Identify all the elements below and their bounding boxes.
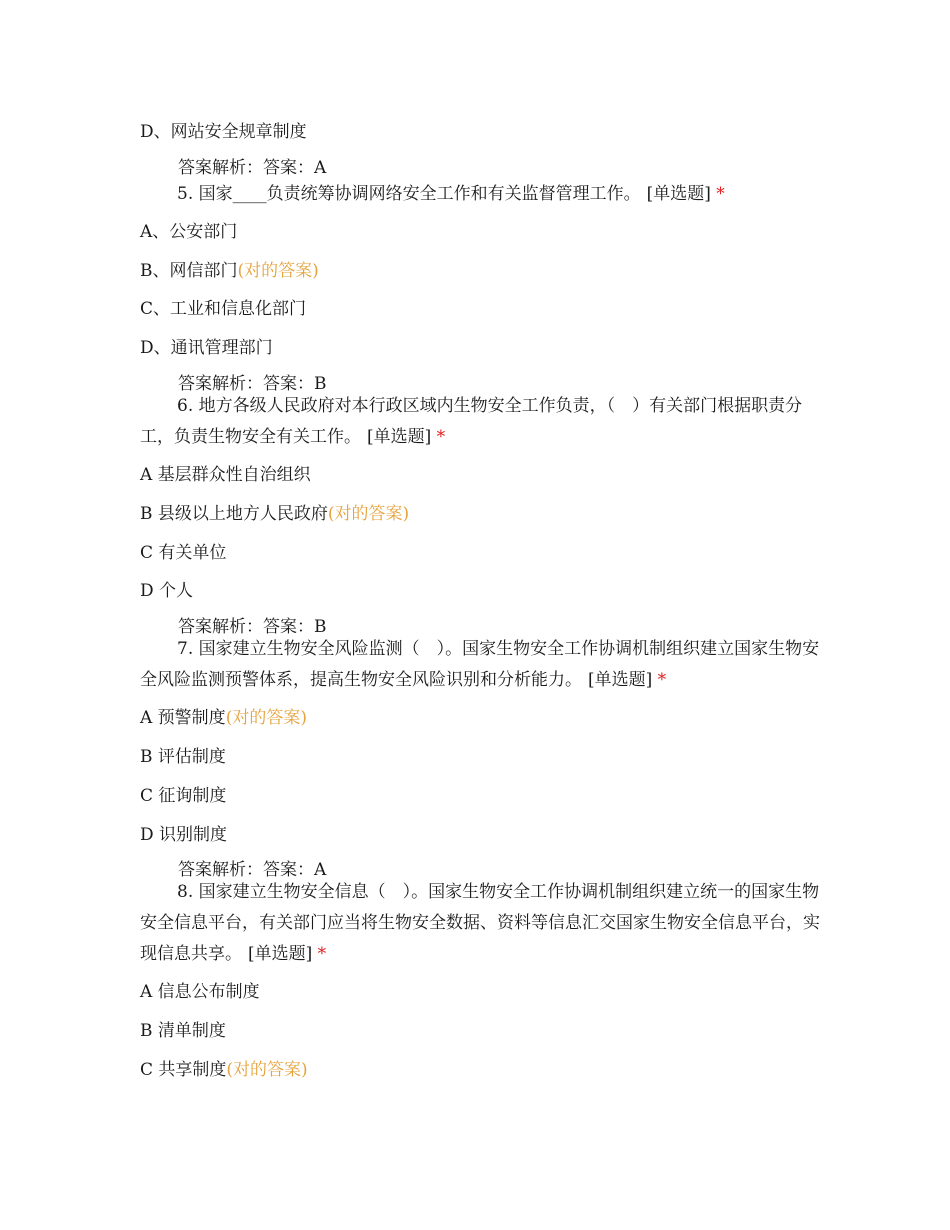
option-text: C 有关单位 [140,542,227,563]
question-text [140,179,820,218]
option-text: A 信息公布制度 [140,982,260,1003]
question-block [140,118,820,179]
answer-explanation: 答案解析：答案：A [178,860,327,881]
required-marker: * [317,944,327,965]
question-block [140,634,820,881]
question-type: [单选题] [367,426,432,447]
option-text: D 识别制度 [140,824,228,845]
answer-explanation: 答案解析：答案：B [178,373,327,394]
question-block [140,391,820,638]
option-text: A、公安部门 [140,221,238,242]
option-item [140,704,820,743]
option-item [140,1056,820,1095]
option-text: B、网信部门 [140,260,238,281]
option-item [140,461,820,500]
question-stem: 8. 国家建立生物安全信息（ ）。国家生物安全工作协调机制组织建立统一的国家生物安全信息平台，有关部门应当将生物安全数据、资料等信息汇交国家生物安全信息平台，实现信息共享。 [140,882,820,965]
question-stem: 5. 国家____负责统筹协调网络安全工作和有关监督管理工作。 [177,183,641,204]
option-text: D、通讯管理部门 [140,338,273,359]
option-item [140,118,820,157]
option-text: C 征询制度 [140,785,227,806]
required-marker: * [436,426,446,447]
required-marker: * [716,183,725,204]
question-text [140,877,820,978]
question-type: [单选题] [248,944,313,965]
option-item [140,218,820,257]
answer-explanation: 答案解析：答案：B [178,617,327,638]
correct-answer-tag: (对的答案) [225,708,307,729]
answer-explanation: 答案解析：答案：A [178,157,327,178]
option-item [140,334,820,373]
option-text: B 县级以上地方人民政府 [140,503,328,524]
question-block [140,179,820,395]
option-item [140,978,820,1017]
question-type: [单选题] [646,183,711,204]
question-type: [单选题] [588,670,653,691]
document-page [140,118,820,1095]
option-text: A 预警制度 [140,708,226,729]
option-item [140,500,820,539]
option-item [140,743,820,782]
option-item [140,257,820,296]
option-item [140,782,820,821]
question-text [140,634,820,704]
option-item [140,821,820,860]
option-text: C 共享制度 [140,1059,227,1080]
option-text: C、工业和信息化部门 [140,299,307,320]
option-item [140,577,820,616]
correct-answer-tag: (对的答案) [226,1059,308,1080]
option-item [140,1017,820,1056]
option-item [140,295,820,334]
correct-answer-tag: (对的答案) [237,260,319,281]
question-block [140,877,820,1094]
correct-answer-tag: (对的答案) [327,503,410,524]
question-text [140,391,820,461]
option-text: D 个人 [140,581,194,602]
option-text: D、网站安全规章制度 [140,122,307,142]
required-marker: * [657,670,667,691]
question-stem: 7. 国家建立生物安全风险监测（ ）。国家生物安全工作协调机制组织建立国家生物安全风险监测预警体系，提高生物安全风险识别和分析能力。 [140,639,820,691]
option-item [140,539,820,578]
option-text: B 评估制度 [140,746,226,767]
question-stem: 6. 地方各级人民政府对本行政区域内生物安全工作负责，（ ）有关部门根据职责分工，负责生物安全有关工作。 [140,395,803,447]
option-text: A 基层群众性自治组织 [140,464,311,485]
option-text: B 清单制度 [140,1021,226,1042]
